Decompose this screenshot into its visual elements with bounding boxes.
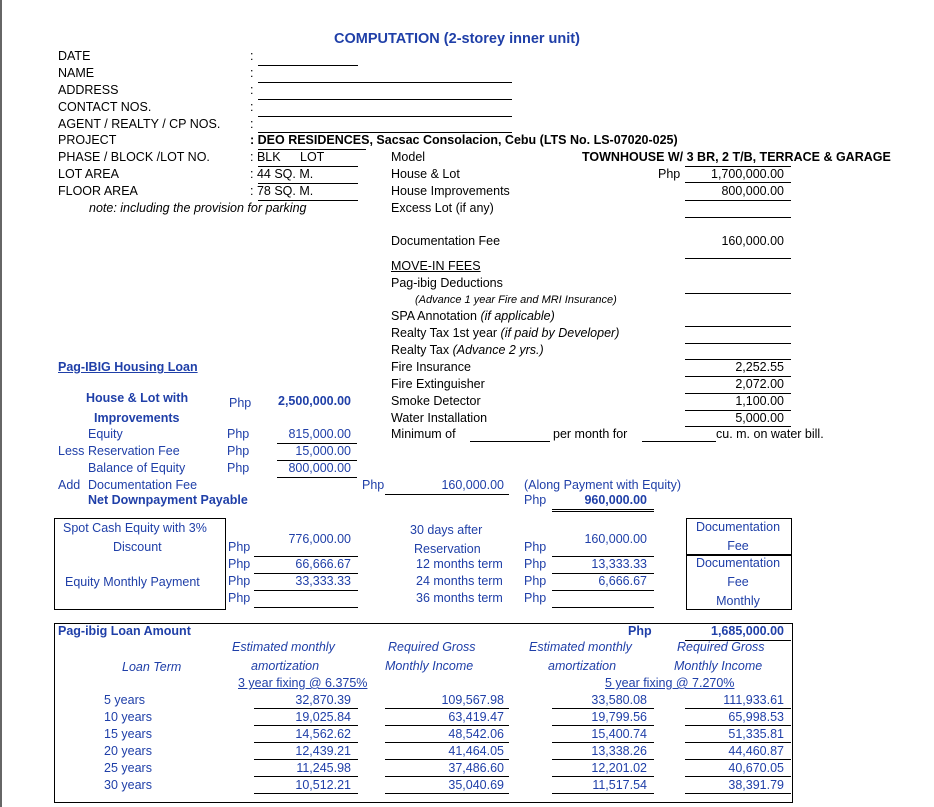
loan-amount-currency: Php <box>628 624 652 638</box>
income1-cell-underline <box>385 793 509 794</box>
amort2-cell: 11,517.54 <box>592 778 647 792</box>
req-gross-header-1: Required Gross <box>388 640 476 654</box>
name-label: NAME <box>58 66 95 80</box>
extinguisher-value: 2,072.00 <box>735 377 784 391</box>
less-label: Less <box>58 444 85 458</box>
equity-monthly-label: Equity Monthly Payment <box>65 575 200 589</box>
cu-m-label: cu. m. on water bill. <box>716 427 824 441</box>
days-value: 160,000.00 <box>584 532 647 546</box>
phase-label: PHASE / BLOCK /LOT NO. <box>58 150 210 164</box>
income2-cell-underline <box>685 776 791 777</box>
days-label-2: Reservation <box>414 542 481 556</box>
amort2-cell: 19,799.56 <box>591 710 647 724</box>
balance-label: Balance of Equity <box>88 461 186 475</box>
agent-label: AGENT / REALTY / CP NOS. <box>58 117 221 131</box>
project-label: PROJECT <box>58 133 117 147</box>
amort2-cell-underline <box>552 708 654 709</box>
amort1-cell: 32,870.39 <box>295 693 351 707</box>
name-colon: : <box>250 66 254 80</box>
housing-loan-title: Pag-IBIG Housing Loan <box>58 360 198 374</box>
income1-cell-underline <box>385 759 509 760</box>
realty1-label: Realty Tax 1st year (if paid by Developer) <box>391 326 620 340</box>
parking-note: note: including the provision for parking <box>89 201 307 215</box>
loan-amount-value: 1,685,000.00 <box>711 624 784 638</box>
docfee-hl-label: Documentation Fee <box>88 478 198 492</box>
est-monthly-header-2: Estimated monthly <box>529 640 632 654</box>
amort1-cell: 11,245.98 <box>296 761 351 775</box>
doc-fee-label: Documentation Fee <box>391 234 501 248</box>
equity-label: Equity <box>88 427 123 441</box>
balance-currency: Php <box>227 461 250 475</box>
doc12-value: 13,333.33 <box>591 557 647 571</box>
loan-amount-label: Pag-ibig Loan Amount <box>58 624 191 638</box>
lot-area-label: LOT AREA <box>58 167 119 181</box>
income1-cell-underline <box>385 708 509 709</box>
amort1-cell-underline <box>254 742 358 743</box>
per-month-label: per month for <box>553 427 628 441</box>
income1-cell-underline <box>385 776 509 777</box>
along-note: (Along Payment with Equity) <box>524 478 682 492</box>
doc12-currency: Php <box>524 557 547 571</box>
income2-cell-underline <box>685 742 791 743</box>
amortization-header-1: amortization <box>251 659 320 673</box>
income1-cell-underline <box>385 725 509 726</box>
improvements-label: House Improvements <box>391 184 510 198</box>
doc24-currency: Php <box>524 574 547 588</box>
minimum-label: Minimum of <box>391 427 456 441</box>
water-installation-label: Water Installation <box>391 411 488 425</box>
income2-cell-underline <box>685 725 791 726</box>
amort2-cell-underline <box>552 742 654 743</box>
req-gross-header-2: Required Gross <box>677 640 765 654</box>
term36-currency: Php <box>228 591 251 605</box>
address-label: ADDRESS <box>58 83 119 97</box>
income1-cell: 37,486.60 <box>448 761 504 775</box>
amortization-header-2: amortization <box>548 659 617 673</box>
loan-term-cell: 30 years <box>104 778 152 792</box>
amort2-cell: 33,580.08 <box>591 693 647 707</box>
water-installation-value: 5,000.00 <box>735 411 784 425</box>
phase-lot: LOT <box>300 150 325 164</box>
doc24-value: 6,666.67 <box>598 574 647 588</box>
income1-cell: 48,542.06 <box>448 727 504 741</box>
pagibig-deductions-label: Pag-ibig Deductions <box>391 276 503 290</box>
net-value: 960,000.00 <box>584 493 647 507</box>
term36-label: 36 months term <box>416 591 503 605</box>
fire-insurance-value: 2,252.55 <box>735 360 784 374</box>
term24-value: 33,333.33 <box>295 574 351 588</box>
income2-cell: 40,670.05 <box>728 761 784 775</box>
date-label: DATE <box>58 49 91 63</box>
reservation-value: 15,000.00 <box>295 444 351 458</box>
amort2-cell-underline <box>552 725 654 726</box>
doc36-currency: Php <box>524 591 547 605</box>
loan-term-header: Loan Term <box>122 660 182 674</box>
hl-value: 2,500,000.00 <box>278 394 351 408</box>
model-value: TOWNHOUSE W/ 3 BR, 2 T/B, TERRACE & GARAGE <box>582 150 891 164</box>
amort2-cell-underline <box>552 759 654 760</box>
amort1-cell-underline <box>254 759 358 760</box>
income2-cell-underline <box>685 708 791 709</box>
balance-value: 800,000.00 <box>288 461 351 475</box>
income1-cell: 109,567.98 <box>441 693 504 707</box>
date-colon: : <box>250 49 254 63</box>
amort2-cell-underline <box>552 793 654 794</box>
amort1-cell: 14,562.62 <box>295 727 351 741</box>
amort1-cell-underline <box>254 725 358 726</box>
spot-cash-label-1: Spot Cash Equity with 3% <box>63 521 207 535</box>
doc-box2-line1: Documentation <box>695 556 781 570</box>
smoke-detector-label: Smoke Detector <box>391 394 481 408</box>
doc-box2-line2: Fee <box>727 575 749 589</box>
income1-cell-underline <box>385 742 509 743</box>
project-value: : DEO RESIDENCES, Sacsac Consolacion, Cebu (LTS No. LS-07020-025) <box>250 133 678 147</box>
amort1-cell-underline <box>254 793 358 794</box>
equity-value: 815,000.00 <box>288 427 351 441</box>
income1-cell: 63,419.47 <box>448 710 504 724</box>
income2-cell: 65,998.53 <box>728 710 784 724</box>
income2-cell: 51,335.81 <box>728 727 784 741</box>
extinguisher-label: Fire Extinguisher <box>391 377 485 391</box>
hl-label-1: House & Lot with <box>86 391 189 405</box>
days-currency: Php <box>524 540 547 554</box>
equity-currency: Php <box>227 427 250 441</box>
reservation-fee-label: Reservation Fee <box>88 444 180 458</box>
hl-label-2: Improvements <box>94 411 180 425</box>
term12-value: 66,666.67 <box>295 557 351 571</box>
amort1-cell-underline <box>254 776 358 777</box>
income2-cell: 38,391.79 <box>728 778 784 792</box>
advance-note: (Advance 1 year Fire and MRI Insurance) <box>415 294 617 306</box>
term24-label: 24 months term <box>416 574 503 588</box>
amort2-cell: 12,201.02 <box>591 761 647 775</box>
house-lot-value: 1,700,000.00 <box>711 167 784 181</box>
loan-term-cell: 10 years <box>104 710 152 724</box>
spot-cash-label-2: Discount <box>113 540 162 554</box>
reservation-currency: Php <box>227 444 250 458</box>
address-colon: : <box>250 83 254 97</box>
spot-cash-value: 776,000.00 <box>288 532 351 546</box>
docfee-hl-currency: Php <box>362 478 385 492</box>
improvements-value: 800,000.00 <box>721 184 784 198</box>
doc-fee-value: 160,000.00 <box>721 234 784 248</box>
net-currency: Php <box>524 493 547 507</box>
term12-currency: Php <box>228 557 251 571</box>
doc-box1-line1: Documentation <box>695 520 781 534</box>
excess-lot-label: Excess Lot (if any) <box>391 201 494 215</box>
amort2-cell: 15,400.74 <box>591 727 647 741</box>
fixing-header-2: 5 year fixing @ 7.270% <box>605 676 735 690</box>
amort1-cell: 12,439.21 <box>295 744 351 758</box>
income2-cell: 44,460.87 <box>728 744 784 758</box>
days-label-1: 30 days after <box>410 523 483 537</box>
agent-colon: : <box>250 117 254 131</box>
lot-area-value: : 44 SQ. M. <box>250 167 314 181</box>
floor-area-label: FLOOR AREA <box>58 184 138 198</box>
model-label: Model <box>391 150 426 164</box>
amort1-cell: 19,025.84 <box>295 710 351 724</box>
income2-cell-underline <box>685 759 791 760</box>
est-monthly-header-1: Estimated monthly <box>232 640 335 654</box>
term24-currency: Php <box>228 574 251 588</box>
hl-currency: Php <box>229 396 252 410</box>
smoke-detector-value: 1,100.00 <box>735 394 784 408</box>
add-label: Add <box>58 478 81 492</box>
house-lot-label: House & Lot <box>391 167 460 181</box>
income1-cell: 41,464.05 <box>448 744 504 758</box>
spa-label: SPA Annotation (if applicable) <box>391 309 555 323</box>
amort1-cell: 10,512.21 <box>295 778 351 792</box>
spot-currency: Php <box>228 540 251 554</box>
term12-label: 12 months term <box>416 557 503 571</box>
realty2-label: Realty Tax (Advance 2 yrs.) <box>391 343 544 357</box>
amort2-cell: 13,338.26 <box>591 744 647 758</box>
income2-cell: 111,933.61 <box>723 693 784 707</box>
doc-box1-line2: Fee <box>727 539 749 553</box>
loan-term-cell: 5 years <box>104 693 145 707</box>
house-lot-currency: Php <box>658 167 681 181</box>
net-downpayment-label: Net Downpayment Payable <box>88 493 248 507</box>
amort1-cell-underline <box>254 708 358 709</box>
move-in-title: MOVE-IN FEES <box>391 259 481 273</box>
monthly-income-header-2: Monthly Income <box>674 659 763 673</box>
fire-insurance-label: Fire Insurance <box>391 360 471 374</box>
floor-area-value: : 78 SQ. M. <box>250 184 314 198</box>
monthly-income-header-1: Monthly Income <box>385 659 474 673</box>
income1-cell: 35,040.69 <box>448 778 504 792</box>
loan-term-cell: 15 years <box>104 727 152 741</box>
fixing-header-1: 3 year fixing @ 6.375% <box>238 676 368 690</box>
amort2-cell-underline <box>552 776 654 777</box>
doc-box2-line3: Monthly <box>716 594 760 608</box>
loan-term-cell: 25 years <box>104 761 152 775</box>
page-title: COMPUTATION (2-storey inner unit) <box>334 31 580 47</box>
loan-term-cell: 20 years <box>104 744 152 758</box>
contact-colon: : <box>250 100 254 114</box>
docfee-hl-value: 160,000.00 <box>441 478 504 492</box>
phase-blk: : BLK <box>250 150 281 164</box>
contact-label: CONTACT NOS. <box>58 100 152 114</box>
income2-cell-underline <box>685 793 791 794</box>
